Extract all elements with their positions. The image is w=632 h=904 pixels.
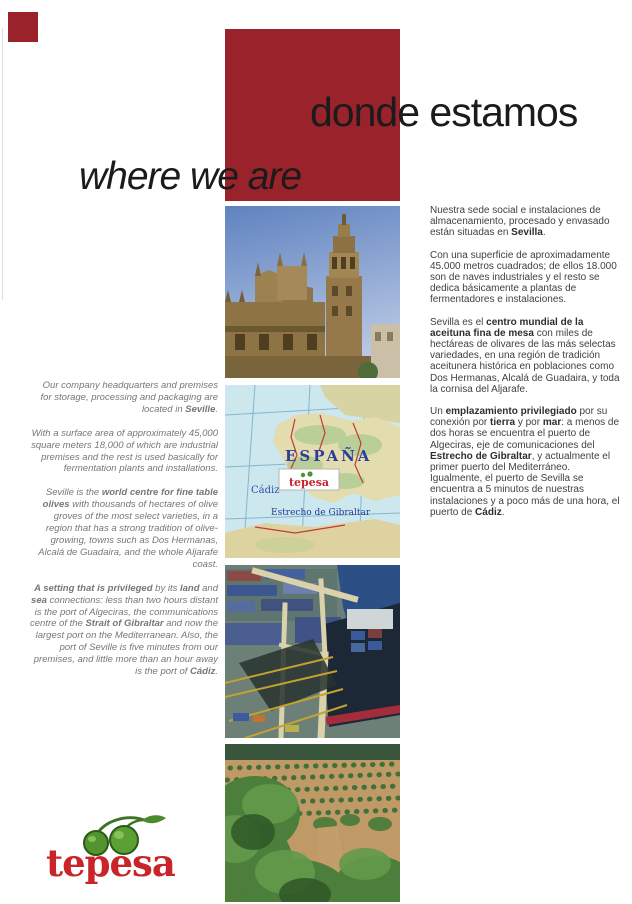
cathedral-illustration bbox=[225, 206, 400, 378]
spain-map-illustration bbox=[225, 385, 400, 558]
map-label-espana: ESPAÑA bbox=[285, 447, 373, 465]
corner-accent-square bbox=[8, 12, 38, 42]
english-text-column bbox=[30, 380, 218, 690]
tepesa-logo bbox=[44, 810, 184, 884]
paragraph: Un emplazamiento privilegiado por su conexión por tierra y por mar: a menos de dos horas se encuentra el puerto de Algeciras, eje de comunicaciones del Estrecho de Gibraltar, y actualmente el primer puerto del Mediterráneo. Igualmente, el puerto de Sevilla se encuentra a 5 minutos de nuestras instalaciones y a poco más de una hora, el puerto de Cádiz. bbox=[430, 406, 620, 518]
paragraph: With a surface area of approximately 45,000 square meters 18,000 of which are industrial premises and the rest is used basically for fermentation plants and installations. bbox=[31, 427, 218, 475]
tepesa-logo-graphic bbox=[44, 810, 184, 884]
paragraph: Nuestra sede social e instalaciones de almacenamiento, procesado y envasado están situadas en Sevilla. bbox=[430, 205, 610, 239]
page-title-english: where we are bbox=[79, 155, 302, 198]
paragraph: A setting that is privileged by its land and sea connections: less than two hours distant is the port of Algeciras, the communications centre of the Strait of Gibraltar and now the largest port on the Mediterranean. Also, the port of Seville is five minutes from our premises, and little more than an hour away is the port of Cádiz. bbox=[30, 582, 218, 678]
olive-leaf-icon bbox=[142, 815, 166, 823]
map-tepesa-marker bbox=[279, 469, 339, 490]
paragraph: Seville is the world centre for fine table olives with thousands of hectares of olive groves of the most select varieties, in a region that has a strong tradition of olive-growing, towns such as Dos Hermanas, Alcalá de Guadaira, and the whole Aljarafe coast. bbox=[38, 487, 218, 570]
map-label-strait: Estrecho de Gibraltar bbox=[271, 508, 371, 518]
page-title-spanish: donde estamos bbox=[310, 89, 578, 135]
port-illustration bbox=[225, 565, 400, 738]
paragraph: Sevilla es el centro mundial de la aceituna fina de mesa con miles de hectáreas de olivares de las más selectas variedades, en una región de tradición aceitunera histórica en poblaciones como Dos Hermanas, Alcalá de Guadaira, y toda la cornisa del Aljarafe. bbox=[430, 316, 620, 395]
spanish-text-column bbox=[430, 205, 620, 529]
paragraph: Con una superficie de aproximadamente 45.000 metros cuadrados; de ellos 18.000 son de naves industriales y el resto se dedica básicamente a plantas de fermentadores e instalaciones. bbox=[430, 249, 617, 306]
olive-grove-illustration bbox=[225, 744, 400, 902]
olive-grove-photo bbox=[225, 744, 400, 902]
map-label-cadiz: Cádiz bbox=[251, 485, 280, 496]
giralda-cathedral-photo bbox=[225, 206, 400, 378]
paragraph: Our company headquarters and premises for storage, processing and packaging are located in Seville. bbox=[40, 380, 218, 415]
logo-wordmark: tepesa bbox=[46, 841, 175, 884]
map-logo-text: tepesa bbox=[288, 476, 330, 489]
spain-map-photo bbox=[225, 385, 400, 558]
container-port-photo bbox=[225, 565, 400, 738]
page-edge-line bbox=[2, 28, 3, 300]
